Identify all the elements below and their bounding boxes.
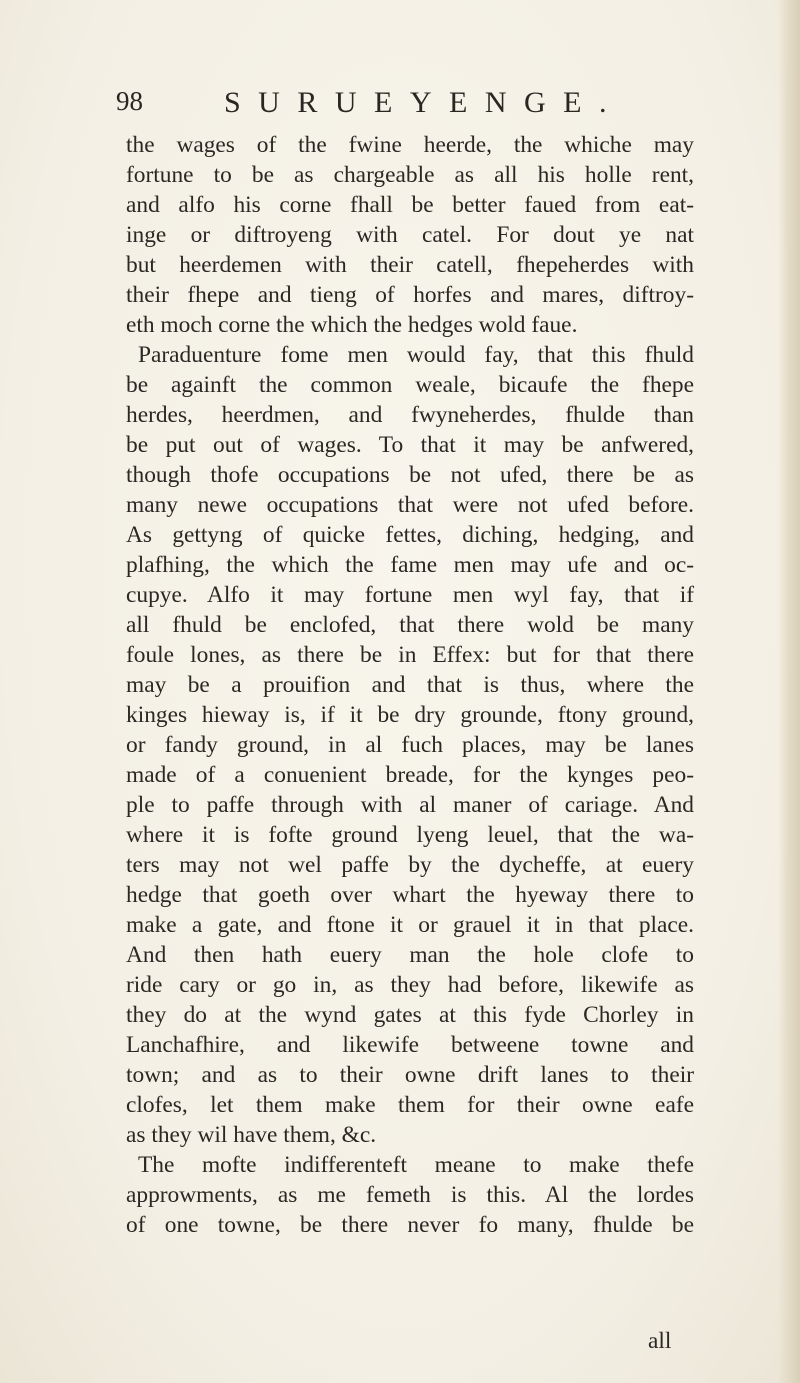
- text-line: foule lones, as there be in Effex: but for that there: [126, 642, 694, 668]
- text-line: and alfo his corne fhall be better faued from eat-: [126, 192, 694, 218]
- text-line: the wages of the fwine heerde, the whiche may: [126, 132, 694, 158]
- text-line: or fandy ground, in al fuch places, may be lanes: [126, 732, 694, 758]
- page-number: 98: [116, 86, 143, 116]
- text-line: be put out of wages. To that it may be anfwered,: [126, 432, 694, 458]
- running-head: SURUEYENGE.: [224, 86, 624, 119]
- text-line: but heerdemen with their catell, fhepeherdes with: [126, 252, 694, 278]
- text-line: plafhing, the which the fame men may ufe and oc-: [126, 552, 694, 578]
- text-line: where it is fofte ground lyeng leuel, that the wa-: [126, 822, 694, 848]
- text-line: And then hath euery man the hole clofe to: [126, 942, 694, 968]
- body-text: [126, 130, 694, 1240]
- text-line: herdes, heerdmen, and fwyneherdes, fhulde than: [126, 402, 694, 428]
- text-line: may be a prouifion and that is thus, where the: [126, 672, 694, 698]
- text-line: cupye. Alfo it may fortune men wyl fay, that if: [126, 582, 694, 608]
- text-line: Lanchafhire, and likewife betweene towne and: [126, 1032, 694, 1058]
- text-line: clofes, let them make them for their owne eafe: [126, 1092, 694, 1118]
- text-line: they do at the wynd gates at this fyde Chorley in: [126, 1002, 694, 1028]
- text-line: hedge that goeth over whart the hyeway there to: [126, 882, 694, 908]
- text-line: ride cary or go in, as they had before, likewife as: [126, 972, 694, 998]
- text-line: approwments, as me femeth is this. Al the lordes: [126, 1182, 694, 1208]
- text-line: make a gate, and ftone it or grauel it in that place.: [126, 912, 694, 938]
- text-line: eth moch corne the which the hedges wold faue.: [126, 312, 578, 338]
- text-line: of one towne, be there never fo many, fhulde be: [126, 1212, 694, 1238]
- text-line: all fhuld be enclofed, that there wold be many: [126, 612, 694, 638]
- text-line: The mofte indifferenteft meane to make thefe: [138, 1152, 694, 1178]
- text-line: though thofe occupations be not ufed, there be as: [126, 462, 694, 488]
- page-edge-shadow: [778, 0, 800, 1383]
- text-line: As gettyng of quicke fettes, diching, hedging, and: [126, 522, 694, 548]
- text-line: Paraduenture fome men would fay, that this fhuld: [138, 342, 694, 368]
- text-line: be againft the common weale, bicaufe the fhepe: [126, 372, 694, 398]
- text-line: many newe occupations that were not ufed before.: [126, 492, 694, 518]
- catchword: all: [648, 1328, 672, 1354]
- text-line: made of a conuenient breade, for the kynges peo-: [126, 762, 694, 788]
- page-header: [116, 86, 716, 126]
- text-line: town; and as to their owne drift lanes to their: [126, 1062, 694, 1088]
- text-line: kinges hieway is, if it be dry grounde, ftony ground,: [126, 702, 694, 728]
- text-line: their fhepe and tieng of horfes and mares, diftroy-: [126, 282, 694, 308]
- text-line: ters may not wel paffe by the dycheffe, at euery: [126, 852, 694, 878]
- text-line: inge or diftroyeng with catel. For dout ye nat: [126, 222, 694, 248]
- text-line: fortune to be as chargeable as all his holle rent,: [126, 162, 694, 188]
- text-line: ple to paffe through with al maner of cariage. And: [126, 792, 694, 818]
- text-line: as they wil have them, &c.: [126, 1122, 377, 1148]
